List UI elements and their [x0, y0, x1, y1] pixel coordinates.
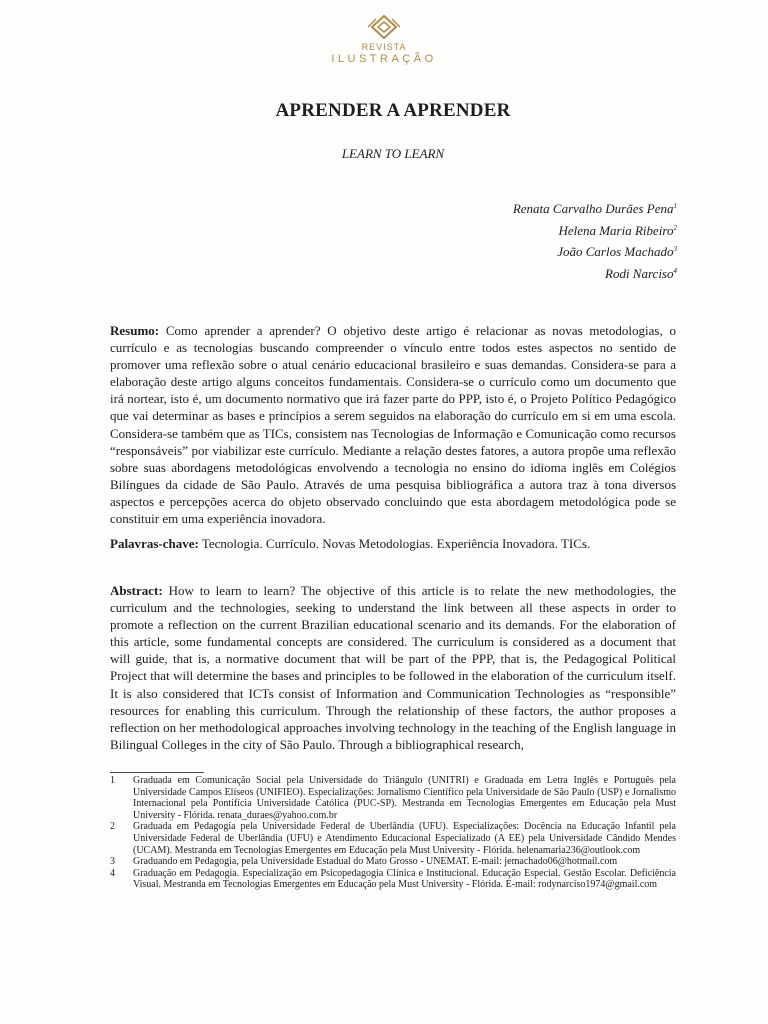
footnote-item [110, 868, 676, 891]
author-ref: 4 [673, 266, 677, 275]
diamond-logo-icon [366, 14, 402, 40]
abstract-paragraph [110, 582, 676, 753]
author-item [513, 197, 677, 219]
author-list [513, 197, 677, 283]
author-item [513, 240, 677, 262]
author-item [513, 262, 677, 284]
footnote-number: 4 [110, 867, 115, 879]
footnote-number: 2 [110, 821, 115, 833]
abstract-text: How to learn to learn? The objective of this article is to relate the new methodologies, the curriculum and the technologies, seeking to understand the link between all these aspects in order to promote a reflection on the current Brazilian educational scenario and its demands. For the elaboration of this article, some fundamental concepts are considered. The curriculum is considered as a document that will guide, that is, a normative document that will be part of the PPP, that is, the Pedagogical Political Project that will determine the bases and principles to be followed in the elaboration of the curriculum itself. It is also considered that ICTs consist of Information and Communication Technologies as “responsible” resources for enabling this curriculum. Through the relationship of these factors, the author proposes a reflection on her methodological approaches involving technology in the teaching of the English language in Bilingual Colleges in the city of São Paulo. Through a bibliographical research, [110, 583, 676, 752]
footnote-text: Graduação em Pedagogia. Especialização em Psicopedagogia Clínica e Institucional. Educação Especial. Gestão Escolar. Deficiência Visual. Mestranda em Tecnologias Emergentes em Educação pela Must University - Flórida. E-mail: rodynarciso1974@gmail.com [133, 867, 676, 891]
logo-line-revista: REVISTA [361, 42, 407, 52]
keywords-text: Tecnologia. Currículo. Novas Metodologias. Experiência Inovadora. TICs. [201, 536, 591, 551]
abstract-label: Abstract: [110, 583, 163, 598]
author-name: Helena Maria Ribeiro [558, 222, 674, 238]
journal-logo [0, 14, 768, 65]
article-title: APRENDER A APRENDER [275, 100, 511, 121]
footnote-item [110, 821, 676, 856]
resumo-paragraph [110, 322, 676, 527]
footnote-divider [110, 772, 204, 773]
author-name: Renata Carvalho Durães Pena [512, 201, 674, 216]
resumo-label: Resumo: [110, 323, 160, 338]
author-ref: 1 [673, 202, 677, 210]
article-subtitle: LEARN TO LEARN [341, 146, 445, 161]
footnote-text: Graduando em Pedagogia, pela Universidade Estadual do Mato Grosso - UNEMAT. E-mail: jemachado06@hotmail.com [133, 856, 618, 868]
footnotes [110, 775, 676, 891]
author-name: João Carlos Machado [557, 244, 674, 259]
keywords-label: Palavras-chave: [110, 536, 199, 551]
logo-line-ilustracao: ILUSTRAÇÃO [331, 53, 437, 65]
footnote-text: Graduada em Pedagogia pela Universidade Federal de Uberlândia (UFU). Especializações: Docência na Educação Infantil pela Universidade Federal de Uberlândia (UFU) e Atendimento Educacional Especializado (A EE) pela Universidade Cândido Mendes (UCAM). Mestranda em Tecnologias Emergentes em Educação pela Must University - Flórida. helenamaria236@outlook.com [133, 821, 676, 856]
footnote-number: 1 [110, 775, 115, 786]
resumo-text: Como aprender a aprender? O objetivo deste artigo é relacionar as novas metodologias, o currículo e as tecnologias buscando compreender o vínculo entre todos estes aspectos no sentido de promover uma reflexão sobre o atual cenário educacional brasileiro e suas demandas. Considera-se para a elaboração deste artigo alguns conceitos fundamentais. Considera-se o currículo como um documento que irá nortear, isto é, um documento normativo que irá fazer parte do PPP, isto é, o Projeto Político Pedagógico que vai determinar as bases e princípios a serem seguidos na elaboração do currículo em si em uma escola. Considera-se também que as TICs, consistem nas Tecnologias de Informação e Comunicação como recursos “responsáveis” por viabilizar este currículo. Mediante a relação destes fatores, a autora propõe uma reflexão sobre suas abordagens metodológicas envolvendo a tecnologia no ensino do idioma inglês em Colégios Bilíngues da cidade de São Paulo. Através de uma pesquisa bibliográfica a autora traz à tona diversos aspectos e percepções acerca do objeto observado concluindo que esta abordagem metodológica pode se constituir em uma experiência inovadora. [110, 323, 676, 527]
footnote-item [110, 856, 676, 868]
author-ref: 2 [673, 223, 677, 232]
author-name: Rodi Narciso [605, 265, 674, 281]
author-item [513, 219, 677, 241]
footnote-item [110, 775, 676, 821]
keywords-paragraph [110, 535, 676, 552]
footnote-number: 3 [110, 856, 115, 868]
author-ref: 3 [673, 245, 677, 253]
footnote-text: Graduada em Comunicação Social pela Universidade do Triângulo (UNITRI) e Graduada em Letra Inglês e Português pela Universidade Campos Elíseos (UNIFIEO). Especializações: Jornalismo Científico pela Universidade de São Paulo (USP) e Jornalismo Internacional pela Pontifícia Universidade Católica (PUC-SP). Mestranda em Tecnologias Emergentes em Educação pela Must University - Flórida. renata_duraes@yahoo.com.br [133, 775, 676, 821]
